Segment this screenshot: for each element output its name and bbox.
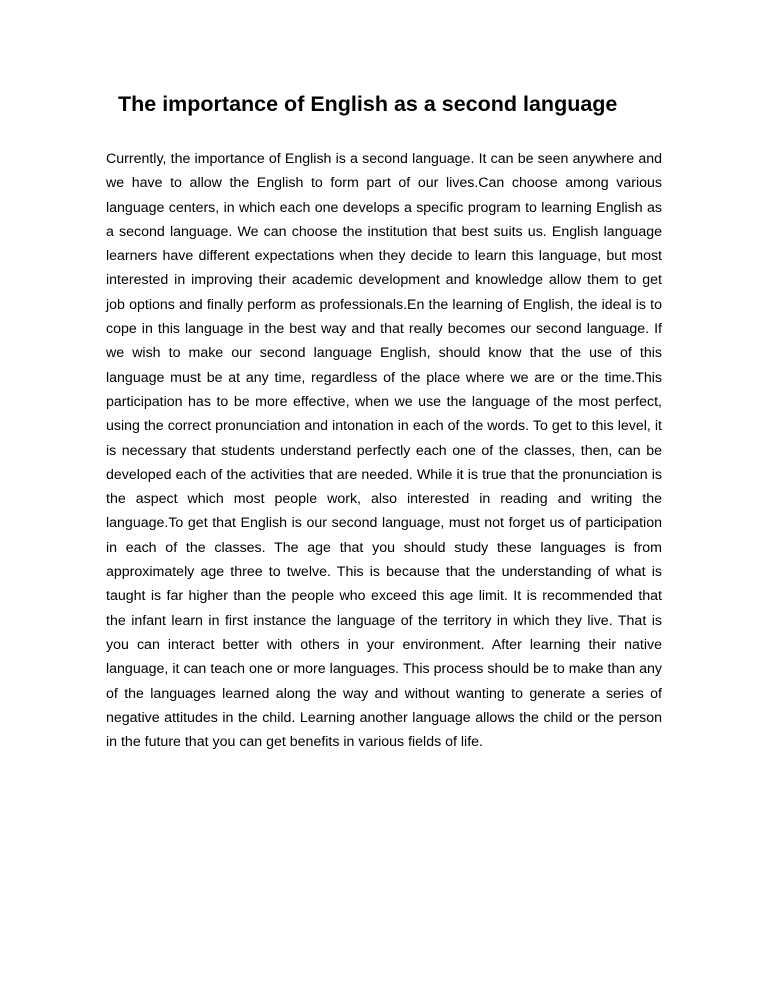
document-body-paragraph: Currently, the importance of English is a second language. It can be seen anywhere and we have to allow the English to form part of our lives.Can choose among various language centers, in which each one develops a specific program to learning English as a second language. We can choose the institution that best suits us. English language learners have different expectations when they decide to learn this language, but most interested in improving their academic development and knowledge allow them to get job options and finally perform as professionals.En the learning of English, the ideal is to cope in this language in the best way and that really becomes our second language. If we wish to make our second language English, should know that the use of this language must be at any time, regardless of the place where we are or the time.This participation has to be more effective, when we use the language of the most perfect, using the correct pronunciation and intonation in each of the words. To get to this level, it is necessary that students understand perfectly each one of the classes, then, can be developed each of the activities that are needed. While it is true that the pronunciation is the aspect which most people work, also interested in reading and writing the language.To get that English is our second language, must not forget us of participation in each of the classes. The age that you should study these languages is from approximately age three to twelve. This is because that the understanding of what is taught is far higher than the people who exceed this age limit. It is recommended that the infant learn in first instance the language of the territory in which they live. That is you can interact better with others in your environment. After learning their native language, it can teach one or more languages. This process should be to make than any of the languages learned along the way and without wanting to generate a series of negative attitudes in the child. Learning another language allows the child or the person in the future that you can get benefits in various fields of life.	[106, 151, 662, 751]
document-title: The importance of English as a second language	[118, 92, 618, 116]
